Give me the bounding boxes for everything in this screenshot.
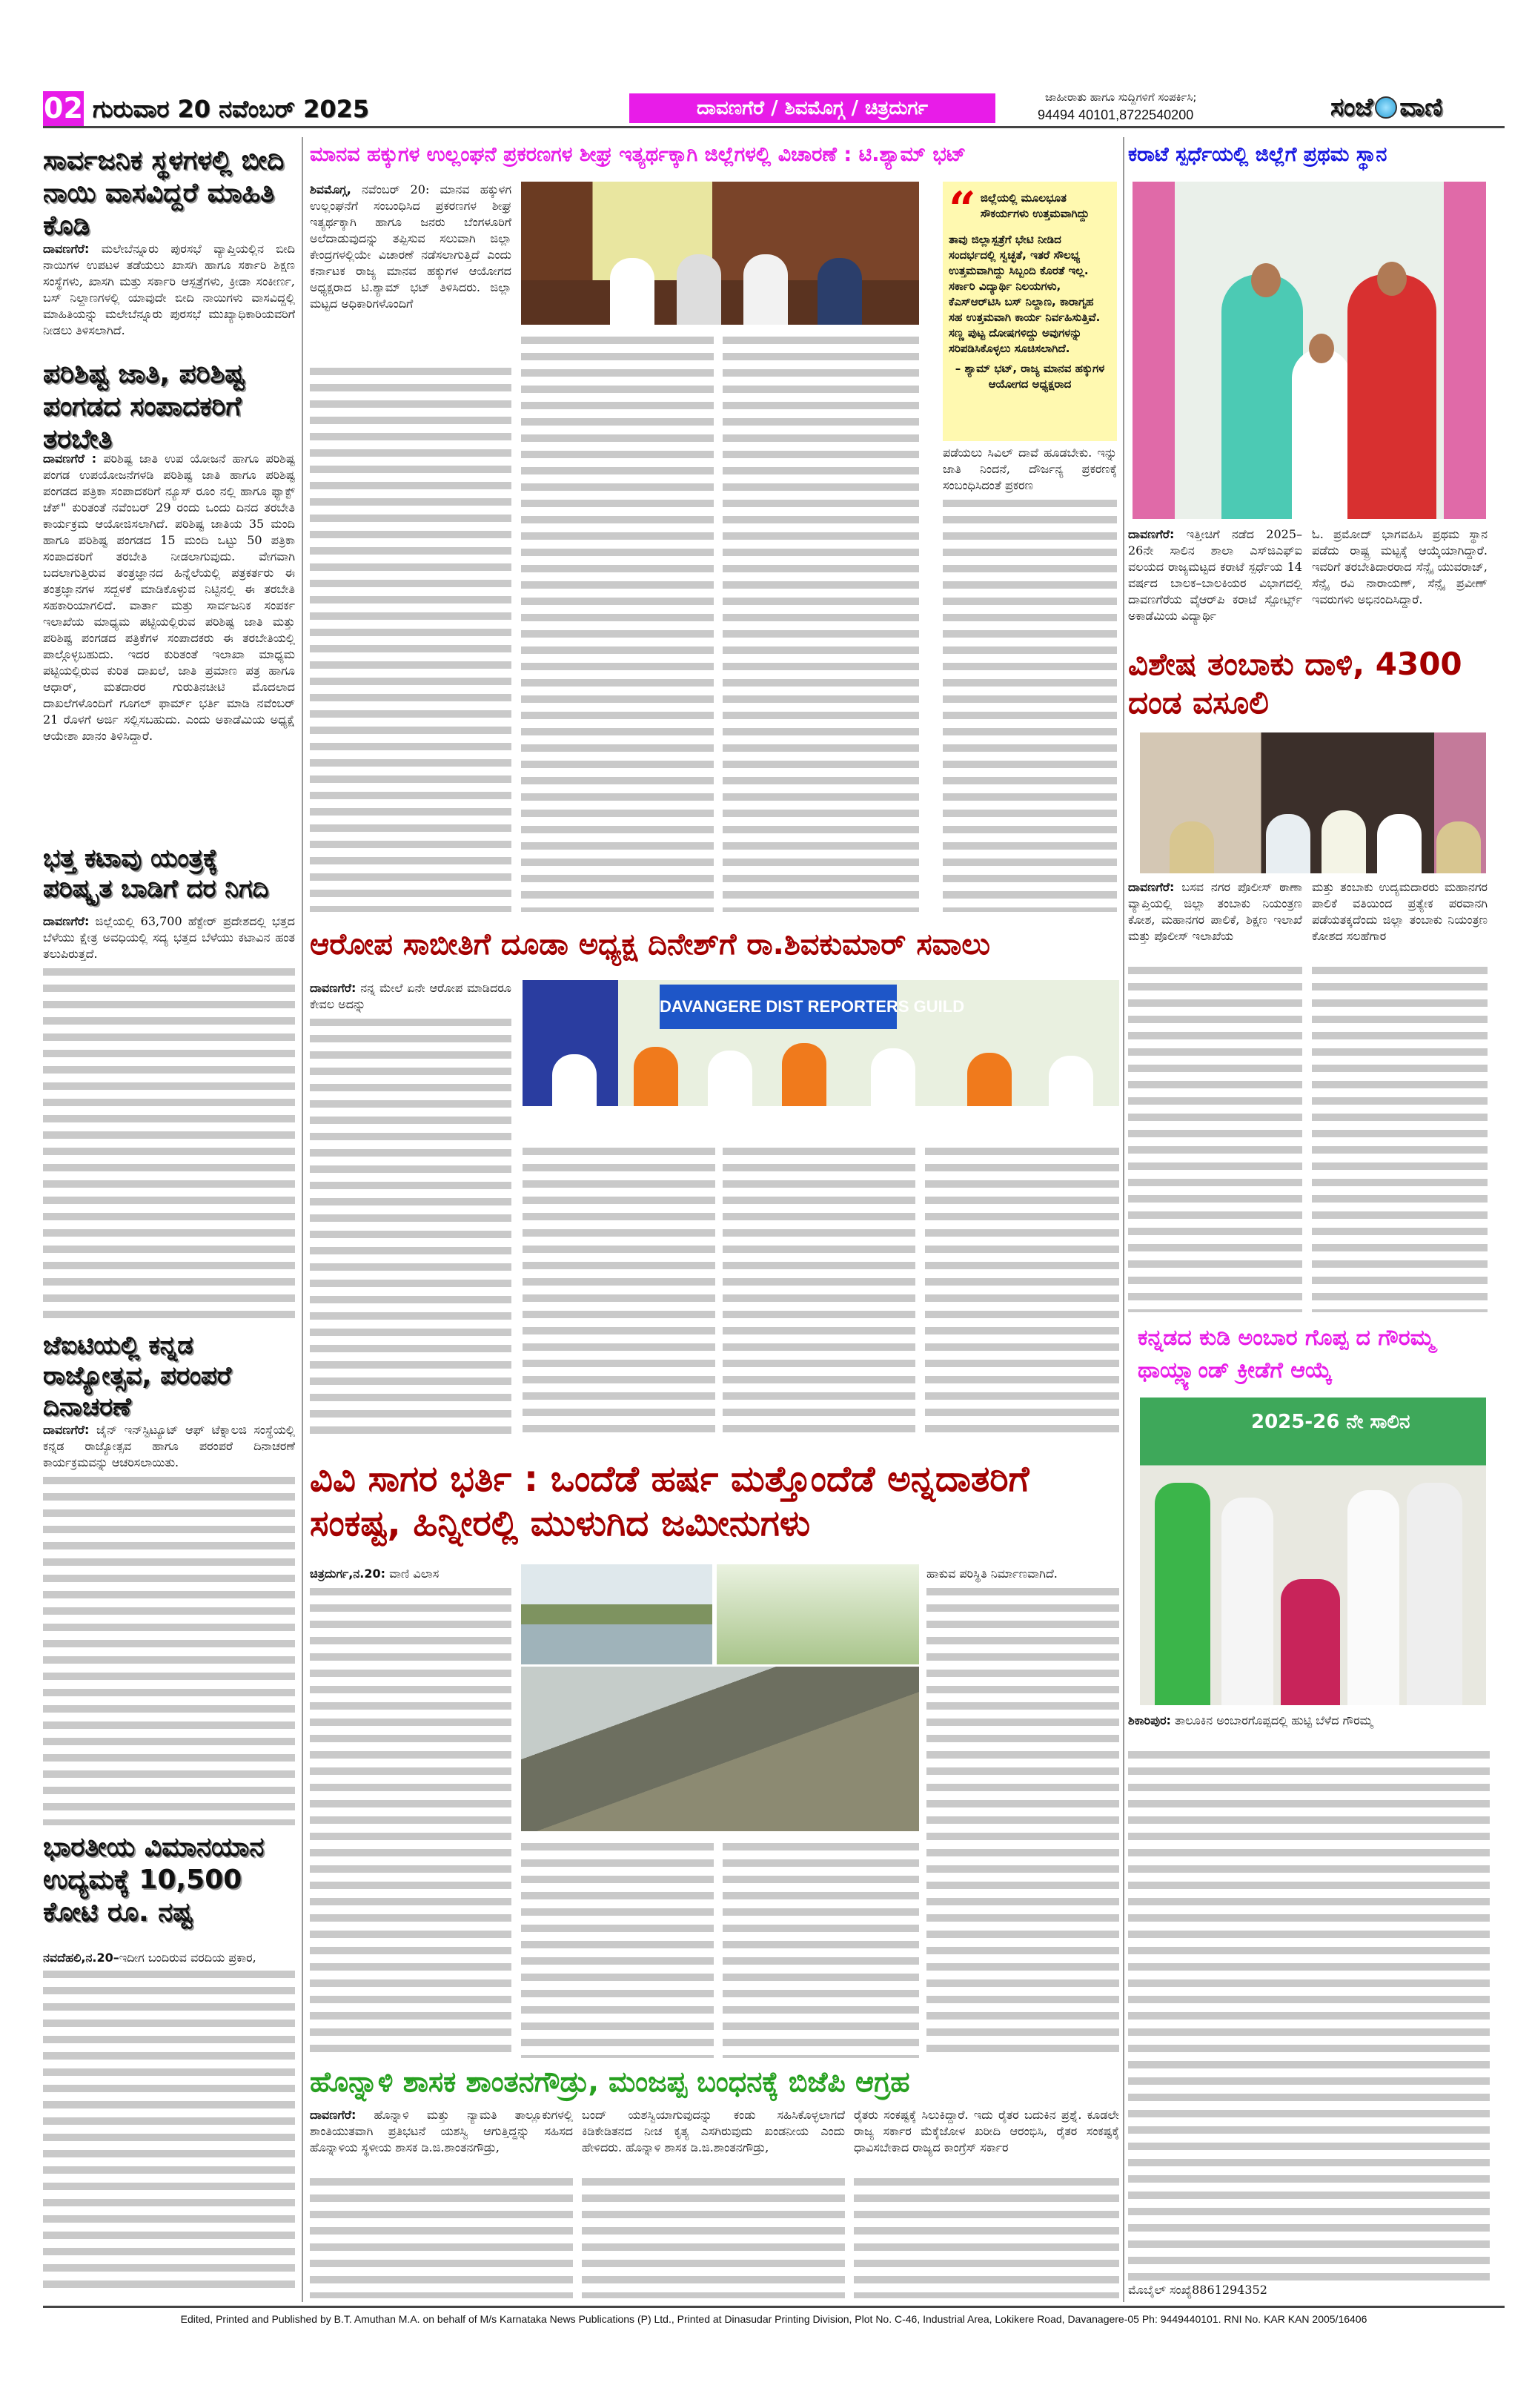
- article-headline: ಕನ್ನಡದ ಕುಡಿ ಅಂಬಾರ ಗೊಪ್ಪ ದ ಗೌರಮ್ಮ ಥಾಯ್ಲ್ಯಾಂಡ್ ಕ್ರೀಡೆಗೆ ಆಯ್ಕೆ: [1138, 1325, 1435, 1383]
- article-body: [43, 451, 295, 836]
- article-text-continuation: [925, 1143, 1119, 1437]
- publisher-imprint: Edited, Printed and Published by B.T. Amuthan M.A. on behalf of M/s Karnataka News Publications (P) Ltd., Printed at Dinasudar Printing Division, Plot No. C-46, Industrial Area, Lokikere Road, Davanagere-05 Ph: 9449440101. RNI No. KAR KAN 2005/16406: [180, 2313, 1367, 2325]
- dateline: ದಾವಣಗೆರೆ:: [1128, 527, 1175, 541]
- article-body: [1128, 1713, 1490, 1745]
- dateline: ದಾವಣಗೆರೆ:: [310, 981, 357, 995]
- column-divider: [302, 137, 303, 2302]
- article-text: ಮಲೇಬೆನ್ನೂರು ಪುರಸಭೆ ವ್ಯಾಪ್ತಿಯಲ್ಲಿನ ಬೀದಿ ನಾಯಿಗಳ ಉಪಟಳ ತಡೆಯಲು ಖಾಸಗಿ ಹಾಗೂ ಸರ್ಕಾರಿ ಶಿಕ್ಷಣ ಸಂಸ್ಥೆಗಳು, ಖಾಸಗಿ ಮತ್ತು ಸರ್ಕಾರಿ ಆಸ್ಪತ್ರೆಗಳು, ಕ್ರೀಡಾ ಸಂಕೀರ್ಣ, ಬಸ್ ನಿಲ್ದಾಣಗಳಲ್ಲಿ ಯಾವುದೇ ಬೀದಿ ನಾಯಿಗಳು ವಾಸವಿದ್ದಲ್ಲಿ ಮಾಹಿತಿಯನ್ನು ಮಲೇಬೆನ್ನೂರು ಪುರಸಭೆ ಮುಖ್ಯಾಧಿಕಾರಿಯವರಿಗೆ ನೀಡಲು ತಿಳಿಸಲಾಗಿದೆ.: [43, 242, 295, 337]
- article-text: ಬಸವ ನಗರ ಪೊಲೀಸ್ ಠಾಣಾ ವ್ಯಾಪ್ತಿಯಲ್ಲಿ ಜಿಲ್ಲಾ ತಂಬಾಕು ನಿಯಂತ್ರಣ ಕೋಶ, ಮಹಾನಗರ ಪಾಲಿಕೆ, ಶಿಕ್ಷಣ ಇಲಾಖೆ ಮತ್ತು ಪೊಲೀಸ್ ಇಲಾಖೆಯ: [1128, 880, 1302, 943]
- dateline: ದಾವಣಗೆರೆ :: [43, 452, 97, 466]
- article-headline: ಆರೋಪ ಸಾಬೀತಿಗೆ ದೂಡಾ ಅಧ್ಯಕ್ಷ ದಿನೇಶ್‌ಗೆ ರಾ.ಶಿವಕುಮಾರ್ ಸವಾಲು: [310, 927, 991, 962]
- dateline: ದಾವಣಗೆರೆ:: [43, 1423, 90, 1437]
- article-body: [310, 980, 511, 1013]
- article-text: ರೈತರು ಸಂಕಷ್ಟಕ್ಕೆ ಸಿಲುಕಿದ್ದಾರೆ. ಇದು ರೈತರ ಬದುಕಿನ ಪ್ರಶ್ನೆ. ಕೂಡಲೇ ರಾಜ್ಯ ಸರ್ಕಾರ ಮೆಕ್ಕೆಜೋಳ ಖರೀದಿ ಆರಂಭಿಸಿ, ರೈತರ ಸಂಕಷ್ಟಕ್ಕೆ ಧಾವಿಸಬೇಕಾದ ರಾಜ್ಯದ ಕಾಂಗ್ರೆಸ್ ಸರ್ಕಾರ: [854, 2108, 1119, 2154]
- article-text-continuation: [523, 1143, 715, 1437]
- quote-mark-icon: “: [949, 182, 976, 237]
- edition-banner: ದಾವಣಗೆರೆ / ಶಿವಮೊಗ್ಗ / ಚಿತ್ರದುರ್ಗ: [629, 93, 995, 123]
- dateline: ದಾವಣಗೆರೆ:: [43, 914, 90, 928]
- column-divider: [1123, 137, 1124, 2302]
- article-text: ನವೆಂಬರ್ 20: ಮಾನವ ಹಕ್ಕುಳಗ ಉಲ್ಲಂಘನೆಗೆ ಸಂಬಂಧಿಸಿದ ಪ್ರಕರಣಗಳ ಶೀಘ್ರ ಇತ್ಯರ್ಥಕ್ಕಾಗಿ ಹಾಗೂ ಜನರು ಬೆಂಗಳೂರಿಗೆ ಅಲೆದಾಡುವುದನ್ನು ತಪ್ಪಿಸುವ ಸಲುವಾಗಿ ಜಿಲ್ಲಾ ಕೇಂದ್ರಗಳಲ್ಲಿಯೇ ವಿಚಾರಣೆ ನಡೆಸಲಾಗುತ್ತಿದೆ ಎಂದು ಕರ್ನಾಟಕ ರಾಜ್ಯ ಮಾನವ ಹಕ್ಕುಗಳ ಆಯೋಗದ ಅಧ್ಯಕ್ಷರಾದ ಟಿ.ಶ್ಯಾಮ್ ಭಟ್ ತಿಳಿಸಿದರು. ಜಿಲ್ಲಾ ಮಟ್ಟದ ಅಧಿಕಾರಿಗಳೊಂದಿಗೆ: [310, 182, 511, 311]
- article-text: ಹಾಕುವ ಪರಿಸ್ಥಿತಿ ನಿರ್ಮಾಣವಾಗಿದೆ.: [926, 1567, 1058, 1581]
- article-text-continuation: [854, 2174, 1119, 2298]
- reservoir-photo: [521, 1564, 919, 1831]
- article-text-continuation: [723, 1839, 919, 2058]
- article-text-continuation: [43, 1472, 295, 1825]
- article-text-continuation: [310, 2174, 573, 2298]
- article-text-continuation: [521, 1839, 714, 2058]
- article-text-continuation: [310, 363, 511, 912]
- dateline: ಶಿಕಾರಿಪುರ:: [1128, 1713, 1171, 1727]
- article-text-continuation: [943, 495, 1117, 912]
- article-text-continuation: [310, 1584, 511, 2058]
- header-rule: [43, 126, 1505, 128]
- article-text: ಮೊಬೈಲ್ ಸಂಖ್ಯೆ8861294352: [1128, 2283, 1267, 2297]
- article-text-continuation: [43, 1966, 295, 2297]
- dateline: ದಾವಣಗೆರೆ:: [310, 2108, 357, 2122]
- article-text: ವಾಣಿ ವಿಲಾಸ: [389, 1567, 440, 1581]
- quote-heading: ಜಿಲ್ಲೆಯಲ್ಲಿ ಮೂಲಭೂತ ಸೌಕರ್ಯಗಳು ಉತ್ತಮವಾಗಿದ್ದು: [980, 191, 1090, 220]
- article-text: ಮತ್ತು ತಂಬಾಕು ಉದ್ಯಮದಾರರು ಮಹಾನಗರ ಪಾಲಿಕೆ ವತಿಯಿಂದ ಪ್ರತ್ಯೇಕ ಪರವಾನಗಿ ಪಡೆಯತಕ್ಕದೆಂದು ಜಿಲ್ಲಾ ತಂಬಾಕು ನಿಯಂತ್ರಣ ಕೋಶದ ಸಲಹೆಗಾರ: [1312, 880, 1488, 943]
- article-body: [43, 1950, 295, 1966]
- article-text: ಓ. ಪ್ರಮೋದ್ ಭಾಗವಹಿಸಿ ಪ್ರಥಮ ಸ್ಥಾನ ಪಡೆದು ರಾಷ್ಟ್ರ ಮಟ್ಟಕ್ಕೆ ಆಯ್ಕೆಯಾಗಿದ್ದಾರೆ. ಇವರಿಗೆ ತರಬೇತಿದಾರರಾದ ಸೆನ್ಸೈ ಯುವರಾಜ್, ಸೆನ್ಸೈ ರವಿ ನಾರಾಯಣ್, ಸೆನ್ಸೈ ಪ್ರವೀಣ್ ಇವರುಗಳು ಅಭಿನಂದಿಸಿದ್ದಾರೆ.: [1312, 527, 1488, 606]
- article-headline: ಸಾರ್ವಜನಿಕ ಸ್ಥಳಗಳಲ್ಲಿ ಬೀದಿ ನಾಯಿ ವಾಸವಿದ್ದರೆ ಮಾಹಿತಿ ಕೊಡಿ: [43, 145, 285, 241]
- article-text: ಬಂದ್ ಯಶಸ್ವಿಯಾಗುವುದನ್ನು ಕಂಡು ಸಹಿಸಿಕೊಳ್ಳಲಾಗದೆ ಕಿಡಿಕೇಡಿತನದ ನೀಚ ಕೃತ್ಯ ಎಸಗಿರುವುದು ಖಂಡನೀಯ ಎಂದು ಹೇಳಿದರು. ಹೊನ್ನಾಳಿ ಶಾಸಕ ಡಿ.ಜಿ.ಶಾಂತನಗೌಡ್ರು,: [582, 2108, 845, 2154]
- photo-banner: DAVANGERE DIST REPORTERS GUILD: [660, 985, 897, 1029]
- article-headline: ಪರಿಶಿಷ್ಟ ಜಾತಿ, ಪರಿಶಿಷ್ಟ ಪಂಗಡದ ಸಂಪಾದಕರಿಗೆ ತರಬೇತಿ: [43, 359, 245, 454]
- article-body: [43, 1422, 295, 1471]
- article-text: ಪರಿಶಿಷ್ಟ ಜಾತಿ ಉಪ ಯೋಜನೆ ಹಾಗೂ ಪರಿಶಿಷ್ಟ ಪಂಗಡ ಉಪಯೋಜನೆಗಳಡಿ ಪರಿಶಿಷ್ಟ ಜಾತಿ ಹಾಗೂ ಪರಿಶಿಷ್ಟ ಪಂಗಡದ ಪತ್ರಿಕಾ ಸಂಪಾದಕರಿಗೆ ನ್ಯೂಸ್ ರೂಂ ನಲ್ಲಿ ಹಾಗೂ ಫ್ಯಾಕ್ಟ್ ಚೆಕ್" ಕುರಿತಂತೆ ನವೆಂಬರ್ 29 ರಂದು ಒಂದು ದಿನದ ತರಬೇತಿ ಕಾರ್ಯಕ್ರಮ ಆಯೋಜಿಸಲಾಗಿದೆ. ಪರಿಶಿಷ್ಟ ಜಾತಿಯ 35 ಮಂದಿ ಹಾಗೂ ಪರಿಶಿಷ್ಟ ಪಂಗಡದ 15 ಮಂದಿ ಒಟ್ಟು 50 ಪತ್ರಿಕಾ ಸಂಪಾದಕರಿಗೆ ತರಬೇತಿ ನೀಡಲಾಗುವುದು. ವೇಗವಾಗಿ ಬದಲಾಗುತ್ತಿರುವ ತಂತ್ರಜ್ಞಾನದ ಹಿನ್ನೆಲೆಯಲ್ಲಿ ಪತ್ರಕರ್ತರು ಈ ತಂತ್ರಜ್ಞಾನಗಳ ಸದ್ಬಳಕೆ ಮಾಡಿಕೊಳ್ಳುವ ನಿಟ್ಟಿನಲ್ಲಿ ಈ ತರಬೇತಿ ಸಹಕಾರಿಯಾಗಲಿದೆ. ವಾರ್ತಾ ಮತ್ತು ಸಾರ್ವಜನಿಕ ಸಂಪರ್ಕ ಇಲಾಖೆಯ ಮಾಧ್ಯಮ ಪಟ್ಟಿಯಲ್ಲಿರುವ ಪರಿಶಿಷ್ಟ ಜಾತಿ ಮತ್ತು ಪರಿಶಿಷ್ಟ ಪಂಗಡದ ಪತ್ರಿಕೆಗಳ ಸಂಪಾದಕರು ಈ ತರಬೇತಿಯಲ್ಲಿ ಪಾಲ್ಗೊಳ್ಳಬಹುದು. ಇದರ ಕುರಿತಂತೆ ಇಲಾಖಾ ಮಾಧ್ಯಮ ಪಟ್ಟಿಯಲ್ಲಿರುವ ಕುರಿತ ದಾಖಲೆ, ಜಾತಿ ಪ್ರಮಾಣ ಪತ್ರ ಹಾಗೂ ಆಧಾರ್, ಮತದಾರರ ಗುರುತಿನಚೀಟಿ ಮೊದಲಾದ ದಾಖಲೆಗಳೊಂದಿಗೆ ಗೂಗಲ್ ಫಾರ್ಮ್ ಭರ್ತಿ ಮಾಡಿ ನವೆಂಬರ್ 21 ರೊಳಗೆ ಅರ್ಜಿ ಸಲ್ಲಿಸಬಹುದು. ಎಂದು ಅಕಾಡೆಮಿಯ ಅಧ್ಯಕ್ಷೆ ಆಯೇಶಾ ಖಾನಂ ತಿಳಿಸಿದ್ದಾರೆ.: [43, 452, 295, 743]
- karate-winner-photo: [1133, 182, 1486, 519]
- article-body: [310, 2107, 573, 2172]
- article-text: ಇತ್ತೀಚಿಗೆ ನಡೆದ 2025–26ನೇ ಸಾಲಿನ ಶಾಲಾ ಎಸ್‌ಜಿಎಫ್‌ಐ ವಲಯದ ರಾಜ್ಯಮಟ್ಟದ ಕರಾಟೆ ಸ್ಪರ್ಧೆಯ 14 ವರ್ಷದ ಬಾಲಕ–ಬಾಲಕಿಯರ ವಿಭಾಗದಲ್ಲಿ ದಾವಣಗೆರೆಯ ವೈಆರ್‌ಪಿ ಕರಾಟೆ ಸ್ಪೋರ್ಟ್ಸ್ ಅಕಾಡೆಮಿಯ ವಿದ್ಯಾರ್ಥಿ: [1128, 527, 1302, 623]
- article-headline: ವಿಶೇಷ ತಂಬಾಕು ದಾಳಿ, 4300 ದಂಡ ವಸೂಲಿ: [1128, 646, 1462, 721]
- article-text-continuation: [1312, 962, 1488, 1312]
- article-headline: ಕರಾಟೆ ಸ್ಪರ್ಧೆಯಲ್ಲಿ ಜಿಲ್ಲೆಗೆ ಪ್ರಥಮ ಸ್ಥಾನ: [1128, 143, 1387, 166]
- article-text-continuation: [310, 1014, 511, 1437]
- article-body: [310, 182, 511, 363]
- article-headline: ಮಾನವ ಹಕ್ಕುಗಳ ಉಲ್ಲಂಘನೆ ಪ್ರಕರಣಗಳ ಶೀಘ್ರ ಇತ್ಯರ್ಥಕ್ಕಾಗಿ ಜಿಲ್ಲೆಗಳಲ್ಲಿ ವಿಚಾರಣೆ : ಟಿ.ಶ್ಯಾಮ್ ಭಟ್: [310, 143, 966, 166]
- quote-body: ತಾವು ಜಿಲ್ಲಾಸ್ಪತ್ರೆಗೆ ಭೇಟಿ ನೀಡಿದ ಸಂದರ್ಭದಲ್ಲಿ ಸ್ವಚ್ಛತೆ, ಇತರೆ ಸೌಲಭ್ಯ ಉತ್ತಮವಾಗಿದ್ದು ಸಿಬ್ಬಂದಿ ಕೊರತೆ ಇಲ್ಲ. ಸರ್ಕಾರಿ ವಿದ್ಯಾರ್ಥಿ ನಿಲಯಗಳು, ಕೆಎಸ್‌ಆರ್‌ಟಿಸಿ ಬಸ್ ನಿಲ್ದಾಣ, ಕಾರಾಗೃಹ ಸಹ ಉತ್ತಮವಾಗಿ ಕಾರ್ಯ ನಿರ್ವಹಿಸುತ್ತಿವೆ. ಸಣ್ಣ ಪುಟ್ಟ ದೋಷಗಳಿದ್ದು ಅವುಗಳನ್ನು ಸರಿಪಡಿಸಿಕೊಳ್ಳಲು ಸೂಚಿಸಲಾಗಿದೆ.: [949, 233, 1101, 355]
- pull-quote-box: [943, 182, 1117, 441]
- logo-sun-icon: [1375, 96, 1397, 119]
- article-text-continuation: [43, 964, 295, 1324]
- article-text-continuation: [723, 1143, 915, 1437]
- quote-attribution: – ಶ್ಯಾಮ್ ಭಟ್, ರಾಜ್ಯ ಮಾನವ ಹಕ್ಕುಗಳ ಆಯೋಗದ ಅಧ್ಯಕ್ಷರಾದ: [955, 362, 1105, 391]
- footer-rule: [43, 2306, 1505, 2308]
- dateline: ನವದೆಹಲಿ,ನ.20–: [43, 1951, 119, 1965]
- newspaper-logo: [1330, 90, 1442, 125]
- article-text: ಹೊನ್ನಾಳಿ ಮತ್ತು ನ್ಯಾಮತಿ ತಾಲ್ಲೂಕುಗಳಲ್ಲಿ ಶಾಂತಿಯುತವಾಗಿ ಪ್ರತಿಭಟನೆ ಯಶಸ್ವಿ ಆಗುತ್ತಿದ್ದನ್ನು ಸಹಿಸದ ಹೊನ್ನಾಳಿಯ ಸ್ಥಳೀಯ ಶಾಸಕ ಡಿ.ಜಿ.ಶಾಂತನಗೌಡ್ರು,: [310, 2108, 573, 2154]
- dateline: ದಾವಣಗೆರೆ:: [1128, 880, 1175, 894]
- article-text: ಪಡೆಯಲು ಸಿವಿಲ್ ದಾವೆ ಹೂಡಬೇಕು. ಇನ್ನು ಜಾತಿ ನಿಂದನೆ, ದೌರ್ಜನ್ಯ ಪ್ರಕರಣಕ್ಕೆ ಸಂಬಂಧಿಸಿದಂತೆ ಪ್ರಕರಣ: [943, 446, 1117, 492]
- photo-banner: 2025-26 ನೇ ಸಾಲಿನ: [1251, 1411, 1410, 1433]
- article-text-continuation: [926, 1584, 1119, 2058]
- article-body: [310, 1566, 511, 1582]
- article-text-continuation: [582, 2174, 845, 2298]
- article-body: [43, 241, 295, 352]
- dateline: ಚಿತ್ರದುರ್ಗ,ನ.20:: [310, 1567, 385, 1581]
- article-body: [43, 913, 295, 962]
- article-text: ನನ್ನ ಮೇಲೆ ಏನೇ ಆರೋಪ ಮಾಡಿದರೂ ಕೇವಲ ಅದನ್ನು: [310, 981, 512, 1011]
- article-text-continuation: [1128, 1747, 1490, 2280]
- contact-label: ಜಾಹೀರಾತು ಹಾಗೂ ಸುದ್ದಿಗಳಿಗೆ ಸಂಪರ್ಕಿಸಿ;: [1045, 90, 1197, 104]
- tobacco-raid-photo: [1140, 732, 1486, 873]
- page-number-badge: 02: [44, 92, 83, 125]
- dateline: ದಾವಣಗೆರೆ:: [43, 242, 90, 256]
- article-text: ತಾಲೂಕಿನ ಅಂಬಾರಗೊಪ್ಪದಲ್ಲಿ ಹುಟ್ಟಿ ಬೆಳೆದ ಗೌರಮ್ಮ: [1175, 1713, 1373, 1727]
- article-text-continuation: [723, 332, 919, 912]
- dateline: ಶಿವಮೊಗ್ಗ,: [310, 182, 351, 196]
- article-text: ಇದೀಗ ಬಂದಿರುವ ವರದಿಯ ಪ್ರಕಾರ,: [119, 1951, 256, 1965]
- article-text: ಜಿಲ್ಲೆಯಲ್ಲಿ 63,700 ಹೆಕ್ಟೇರ್ ಪ್ರದೇಶದಲ್ಲಿ ಭತ್ತದ ಬೆಳೆಯು ಕ್ಷೇತ್ರ ಅವಧಿಯಲ್ಲಿ ಸದ್ಯ ಭತ್ತದ ಬೆಳೆಯು ಕಟಾವಿನ ಹಂತ ತಲುಪಿರುತ್ತದೆ.: [43, 914, 295, 961]
- article-text-continuation: [1128, 962, 1302, 1312]
- article-headline: ಭಾರತೀಯ ವಿಮಾನಯಾನ ಉದ್ಯಮಕ್ಕೆ 10,500 ಕೋಟಿ ರೂ. ನಷ್ಟ: [43, 1832, 265, 1928]
- meeting-photo: [521, 182, 919, 325]
- article-body: [1128, 879, 1302, 961]
- article-headline: ಭತ್ತ ಕಟಾವು ಯಂತ್ರಕ್ಕೆ ಪರಿಷ್ಕೃತ ಬಾಡಿಗೆ ದರ ನಿಗದಿ: [43, 844, 269, 904]
- article-body: [1128, 526, 1302, 645]
- article-text: ಜೈನ್ ಇನ್‌ಸ್ಟಿಟ್ಯೂಟ್ ಆಫ್ ಟೆಕ್ನಾಲಜಿ ಸಂಸ್ಥೆಯಲ್ಲಿ ಕನ್ನಡ ರಾಜ್ಯೋತ್ಸವ ಹಾಗೂ ಪರಂಪರೆ ದಿನಾಚರಣೆ ಕಾರ್ಯಕ್ರಮವನ್ನು ಆಚರಿಸಲಾಯಿತು.: [43, 1423, 295, 1469]
- issue-date: ಗುರುವಾರ 20 ನವೆಂಬರ್ 2025: [93, 95, 370, 123]
- press-meet-photo: [523, 980, 1119, 1136]
- article-headline: ವಿವಿ ಸಾಗರ ಭರ್ತಿ : ಒಂದೆಡೆ ಹರ್ಷ ಮತ್ತೊಂದೆಡೆ ಅನ್ನದಾತರಿಗೆ ಸಂಕಷ್ಟ, ಹಿನ್ನೀರಲ್ಲಿ ಮುಳುಗಿದ ಜಮೀನುಗಳು: [310, 1458, 1029, 1544]
- article-headline: ಜೆಐಟಿಯಲ್ಲಿ ಕನ್ನಡ ರಾಜ್ಯೋತ್ಸವ, ಪರಂಪರೆ ದಿನಾಚರಣೆ: [43, 1331, 232, 1422]
- athlete-felicitation-photo: [1140, 1398, 1486, 1705]
- article-headline: ಹೊನ್ನಾಳಿ ಶಾಸಕ ಶಾಂತನಗೌಡ್ರು, ಮಂಜಪ್ಪ ಬಂಧನಕ್ಕೆ ಬಿಜೆಪಿ ಆಗ್ರಹ: [310, 2065, 910, 2098]
- contact-phones: 94494 40101,8722540200: [1038, 108, 1194, 122]
- article-text-continuation: [521, 332, 714, 912]
- logo-text-right: ವಾಣಿ: [1399, 93, 1443, 122]
- logo-text-left: ಸಂಜೆ: [1330, 93, 1373, 122]
